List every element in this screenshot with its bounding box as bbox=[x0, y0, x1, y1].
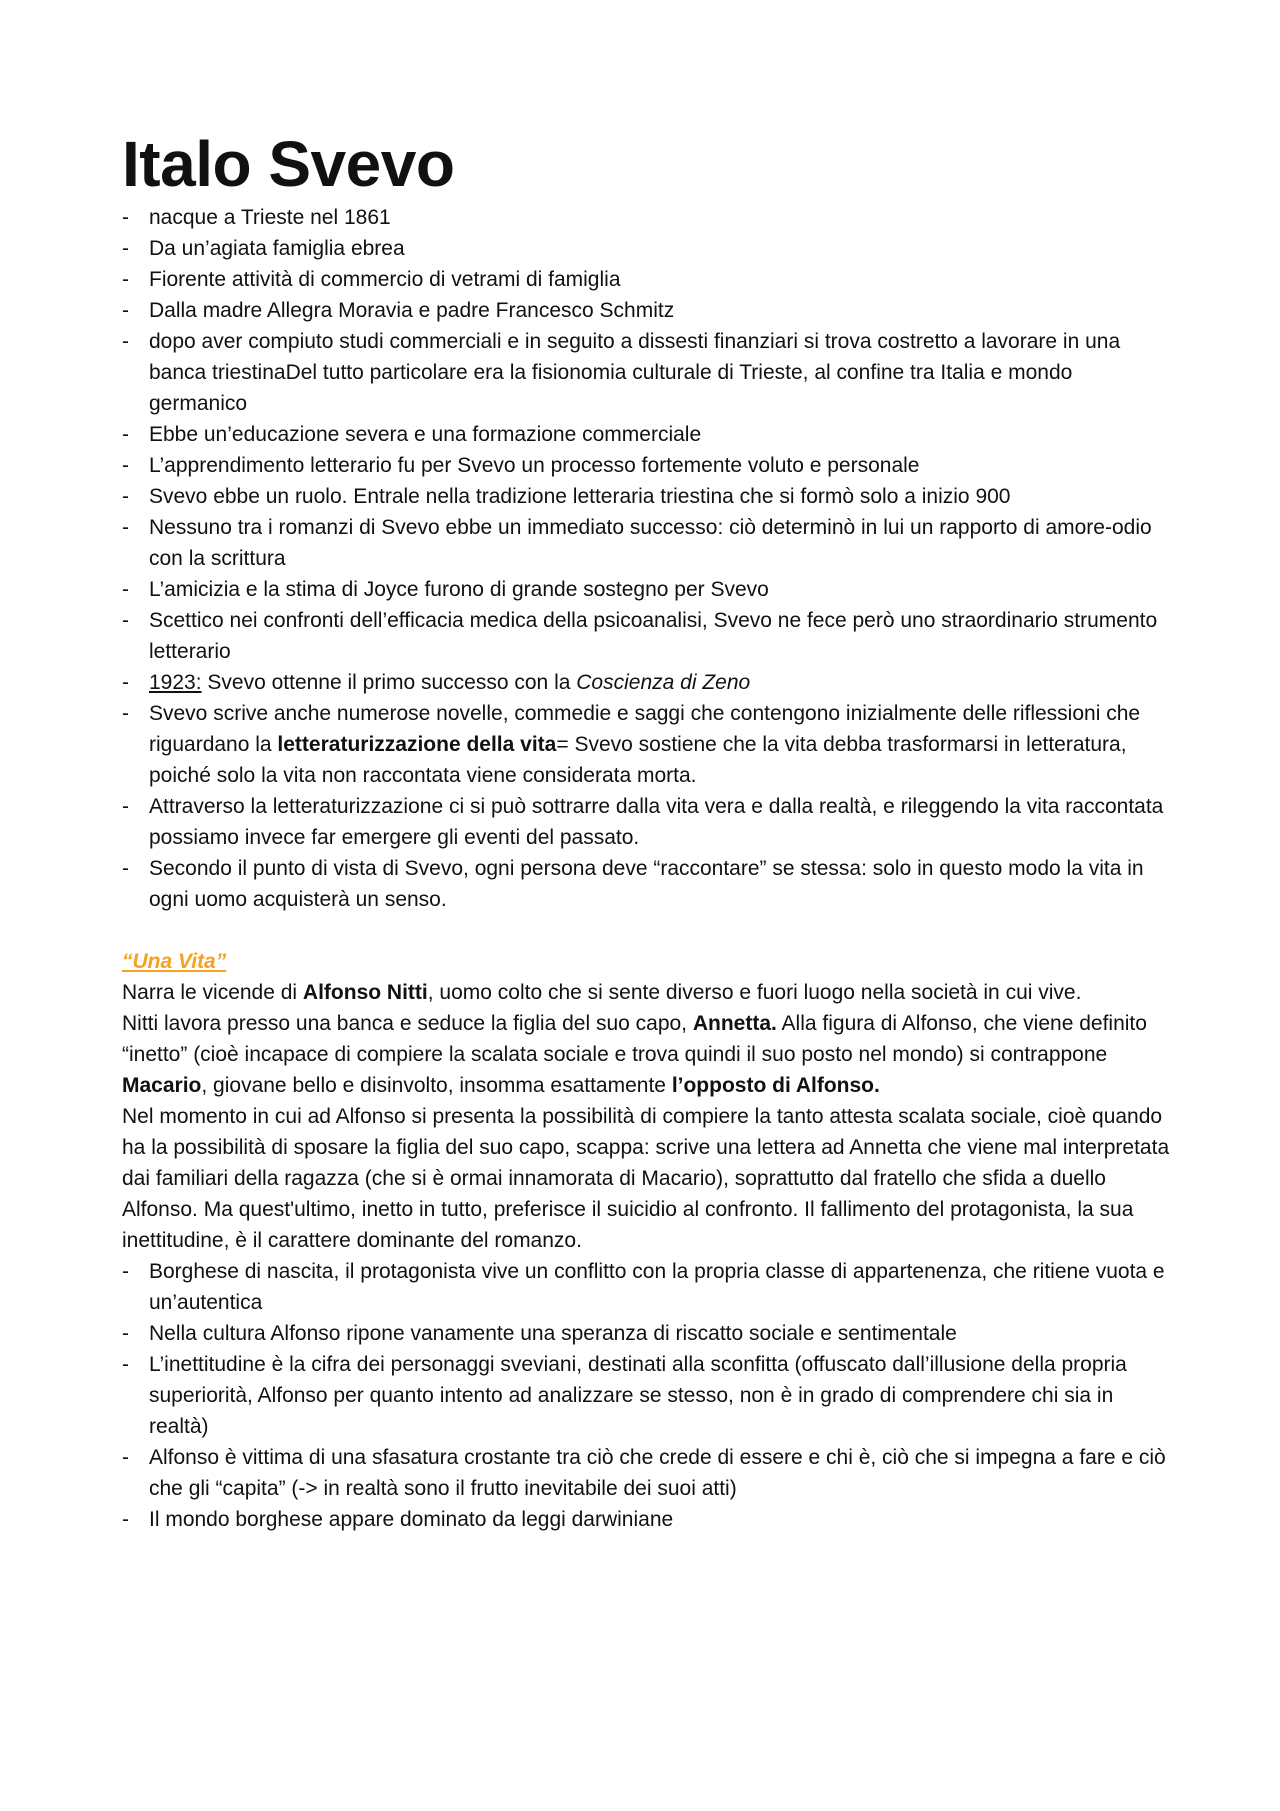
paragraph-3: Nel momento in cui ad Alfonso si presenta la possibilità di compiere la tanto attesta scalata sociale, cioè quando ha la possibilità di sposare la figlia del suo capo, scappa: scrive una lettera ad Annetta che viene mal interpretata dai familiari della ragazza (che si è ormai innamorata di Macario), soprattutto dal fratello che sfida a duello Alfonso. Ma quest'ultimo, inetto in tutto, preferisce il suicidio al confronto. Il fallimento del protagonista, la sua inettitudine, è il carattere dominante del romanzo. bbox=[122, 1105, 1170, 1252]
work-title: Coscienza di Zeno bbox=[576, 671, 751, 694]
list-item: - Il mondo borghese appare dominato da leggi darwiniane bbox=[122, 1504, 1172, 1535]
novel-notes-list bbox=[122, 1256, 1172, 1535]
list-item: - Nessuno tra i romanzi di Svevo ebbe un immediato successo: ciò determinò in lui un rapporto di amore-odio con la scrittura bbox=[122, 512, 1172, 574]
list-item-1923 bbox=[122, 667, 1172, 698]
list-item: - Fiorente attività di commercio di vetrami di famiglia bbox=[122, 264, 1172, 295]
character-name: Macario bbox=[122, 1074, 202, 1097]
list-item: - L’inettitudine è la cifra dei personaggi sveviani, destinati alla sconfitta (offuscato dall’illusione della propria superiorità, Alfonso per quanto intento ad analizzare se stesso, non è in grado di comprendere chi sia in realtà) bbox=[122, 1349, 1172, 1442]
document-page bbox=[122, 128, 1172, 1535]
list-item: - Alfonso è vittima di una sfasatura crostante tra ciò che crede di essere e chi è, ciò che si impegna a fare e ciò che gli “capita” (-> in realtà sono il frutto inevitabile dei suoi atti) bbox=[122, 1442, 1172, 1504]
list-item: - Borghese di nascita, il protagonista vive un conflitto con la propria classe di appartenenza, che ritiene vuota e un’autentica bbox=[122, 1256, 1172, 1318]
list-item: - Ebbe un’educazione severa e una formazione commerciale bbox=[122, 419, 1172, 450]
item-text: Svevo ottenne il primo successo con la bbox=[201, 671, 577, 694]
text-run: Alla figura di Alfonso, che viene definito “inetto” (cioè incapace di compiere la scalata sociale e trova quindi il suo posto nel mondo) si contrappone bbox=[122, 1012, 1147, 1066]
paragraph-2 bbox=[122, 1008, 1172, 1101]
list-item: - Svevo ebbe un ruolo. Entrale nella tradizione letteraria triestina che si formò solo a inizio 900 bbox=[122, 481, 1172, 512]
list-item: - Da un’agiata famiglia ebrea bbox=[122, 233, 1172, 264]
list-item-letteraturizzazione bbox=[122, 698, 1172, 791]
list-item: - Dalla madre Allegra Moravia e padre Francesco Schmitz bbox=[122, 295, 1172, 326]
item-text-after: = Svevo sostiene che la vita debba trasformarsi in letteratura, poiché solo la vita non raccontata viene considerata morta. bbox=[149, 733, 1127, 787]
text-run: , uomo colto che si sente diverso e fuori luogo nella società in cui vive. bbox=[427, 981, 1082, 1004]
item-text-before: Svevo scrive anche numerose novelle, commedie e saggi che contengono inizialmente delle riflessioni che riguardano la bbox=[149, 702, 1141, 756]
list-item: - L’amicizia e la stima di Joyce furono di grande sostegno per Svevo bbox=[122, 574, 1172, 605]
key-concept: letteraturizzazione della vita bbox=[277, 733, 557, 756]
year-label: 1923: bbox=[149, 671, 202, 694]
character-name: Alfonso Nitti bbox=[302, 981, 428, 1004]
page-title: Italo Svevo bbox=[122, 128, 455, 200]
list-item: - Secondo il punto di vista di Svevo, ogni persona deve “raccontare” se stessa: solo in questo modo la vita in ogni uomo acquisterà un senso. bbox=[122, 853, 1172, 915]
text-run: Nitti lavora presso una banca e seduce la figlia del suo capo, bbox=[122, 1012, 693, 1035]
list-item: - dopo aver compiuto studi commerciali e in seguito a dissesti finanziari si trova costretto a lavorare in una banca triestinaDel tutto particolare era la fisionomia culturale di Trieste, al confine tra Italia e mondo germanico bbox=[122, 326, 1172, 419]
list-item: - Scettico nei confronti dell’efficacia medica della psicoanalisi, Svevo ne fece però uno straordinario strumento letterario bbox=[122, 605, 1172, 667]
bio-list bbox=[122, 202, 1172, 915]
list-item: - nacque a Trieste nel 1861 bbox=[122, 202, 1172, 233]
character-name: Annetta. bbox=[692, 1012, 777, 1035]
text-run: Narra le vicende di bbox=[122, 981, 303, 1004]
text-run: , giovane bello e disinvolto, insomma esattamente bbox=[201, 1074, 672, 1097]
list-item: - Attraverso la letteraturizzazione ci si può sottrarre dalla vita vera e dalla realtà, e rileggendo la vita raccontata possiamo invece far emergere gli eventi del passato. bbox=[122, 791, 1172, 853]
list-item: - L’apprendimento letterario fu per Svevo un processo fortemente voluto e personale bbox=[122, 450, 1172, 481]
paragraph-1 bbox=[122, 977, 1172, 1008]
list-item: - Nella cultura Alfonso ripone vanamente una speranza di riscatto sociale e sentimentale bbox=[122, 1318, 1172, 1349]
section-title: “Una Vita” bbox=[122, 950, 227, 973]
emphasis: l’opposto di Alfonso. bbox=[671, 1074, 880, 1097]
